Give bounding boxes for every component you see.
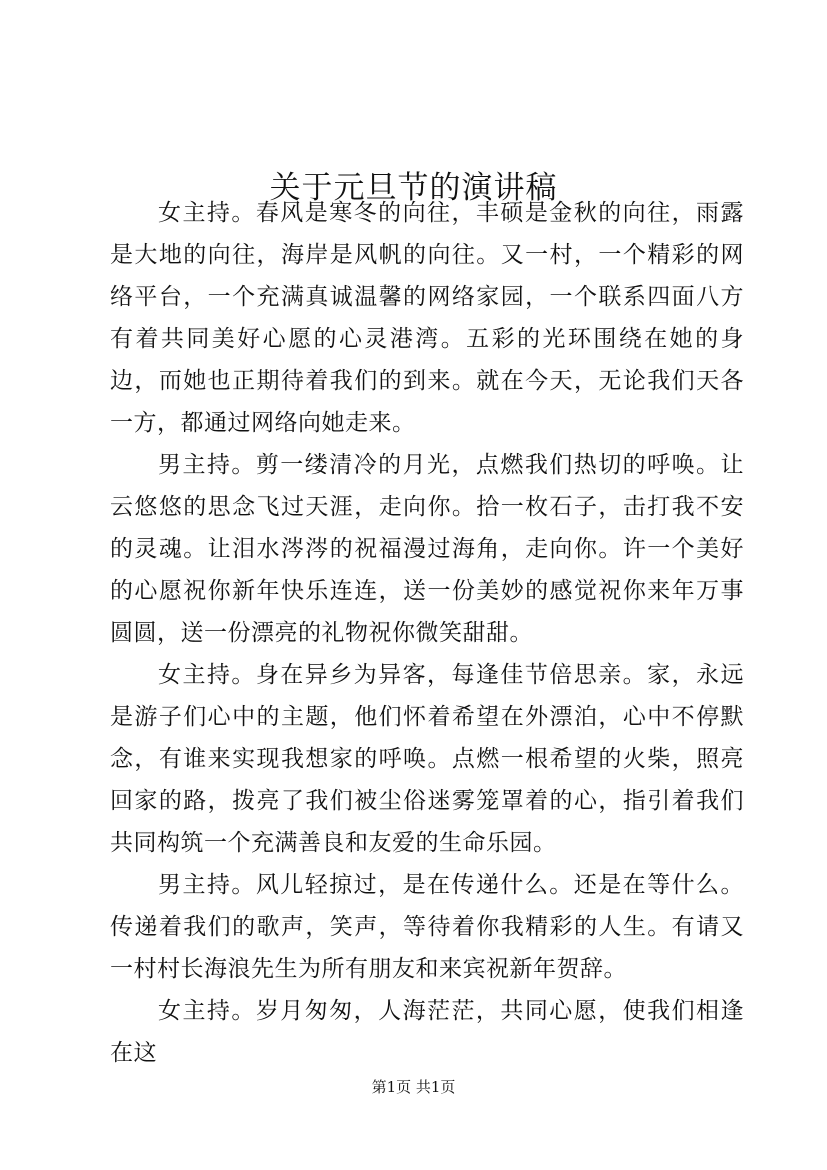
document-title: 关于元旦节的演讲稿: [269, 169, 558, 206]
paragraph-male-host-2: 男主持。风儿轻掠过，是在传递什么。还是在等什么。传递着我们的歌声，笑声，等待着你我精彩的人生。有请又一村村长海浪先生为所有朋友和来宾祝新年贺辞。: [110, 872, 744, 982]
paragraph-female-host-2: 女主持。身在异乡为异客，每逢佳节倍思亲。家，永远是游子们心中的主题，他们怀着希望在外漂泊，心中不停默念，有谁来实现我想家的呼唤。点燃一根希望的火柴，照亮回家的路，拨亮了我们被尘俗迷雾笼罩着的心，指引着我们共同构筑一个充满善良和友爱的生命乐园。: [110, 662, 744, 856]
paragraph-female-host-3: 女主持。岁月匆匆，人海茫茫，共同心愿，使我们相逢在这: [110, 998, 744, 1066]
paragraph-male-host-1: 男主持。剪一缕清冷的月光，点燃我们热切的呼唤。让云悠悠的思念飞过天涯，走向你。拾一枚石子，击打我不安的灵魂。让泪水涔涔的祝福漫过海角，走向你。许一个美好的心愿祝你新年快乐连连，送一份美妙的感觉祝你来年万事圆圆，送一份漂亮的礼物祝你微笑甜甜。: [110, 452, 744, 646]
paragraph-female-host-1: 女主持。春风是寒冬的向往，丰硕是金秋的向往，雨露是大地的向往，海岸是风帆的向往。又一村，一个精彩的网络平台，一个充满真诚温馨的网络家园，一个联系四面八方有着共同美好心愿的心灵港湾。五彩的光环围绕在她的身边，而她也正期待着我们的到来。就在今天，无论我们天各一方，都通过网络向她走来。: [110, 200, 744, 436]
page-number-footer: 第1页 共1页: [371, 1078, 456, 1096]
document-body: [110, 192, 744, 1074]
